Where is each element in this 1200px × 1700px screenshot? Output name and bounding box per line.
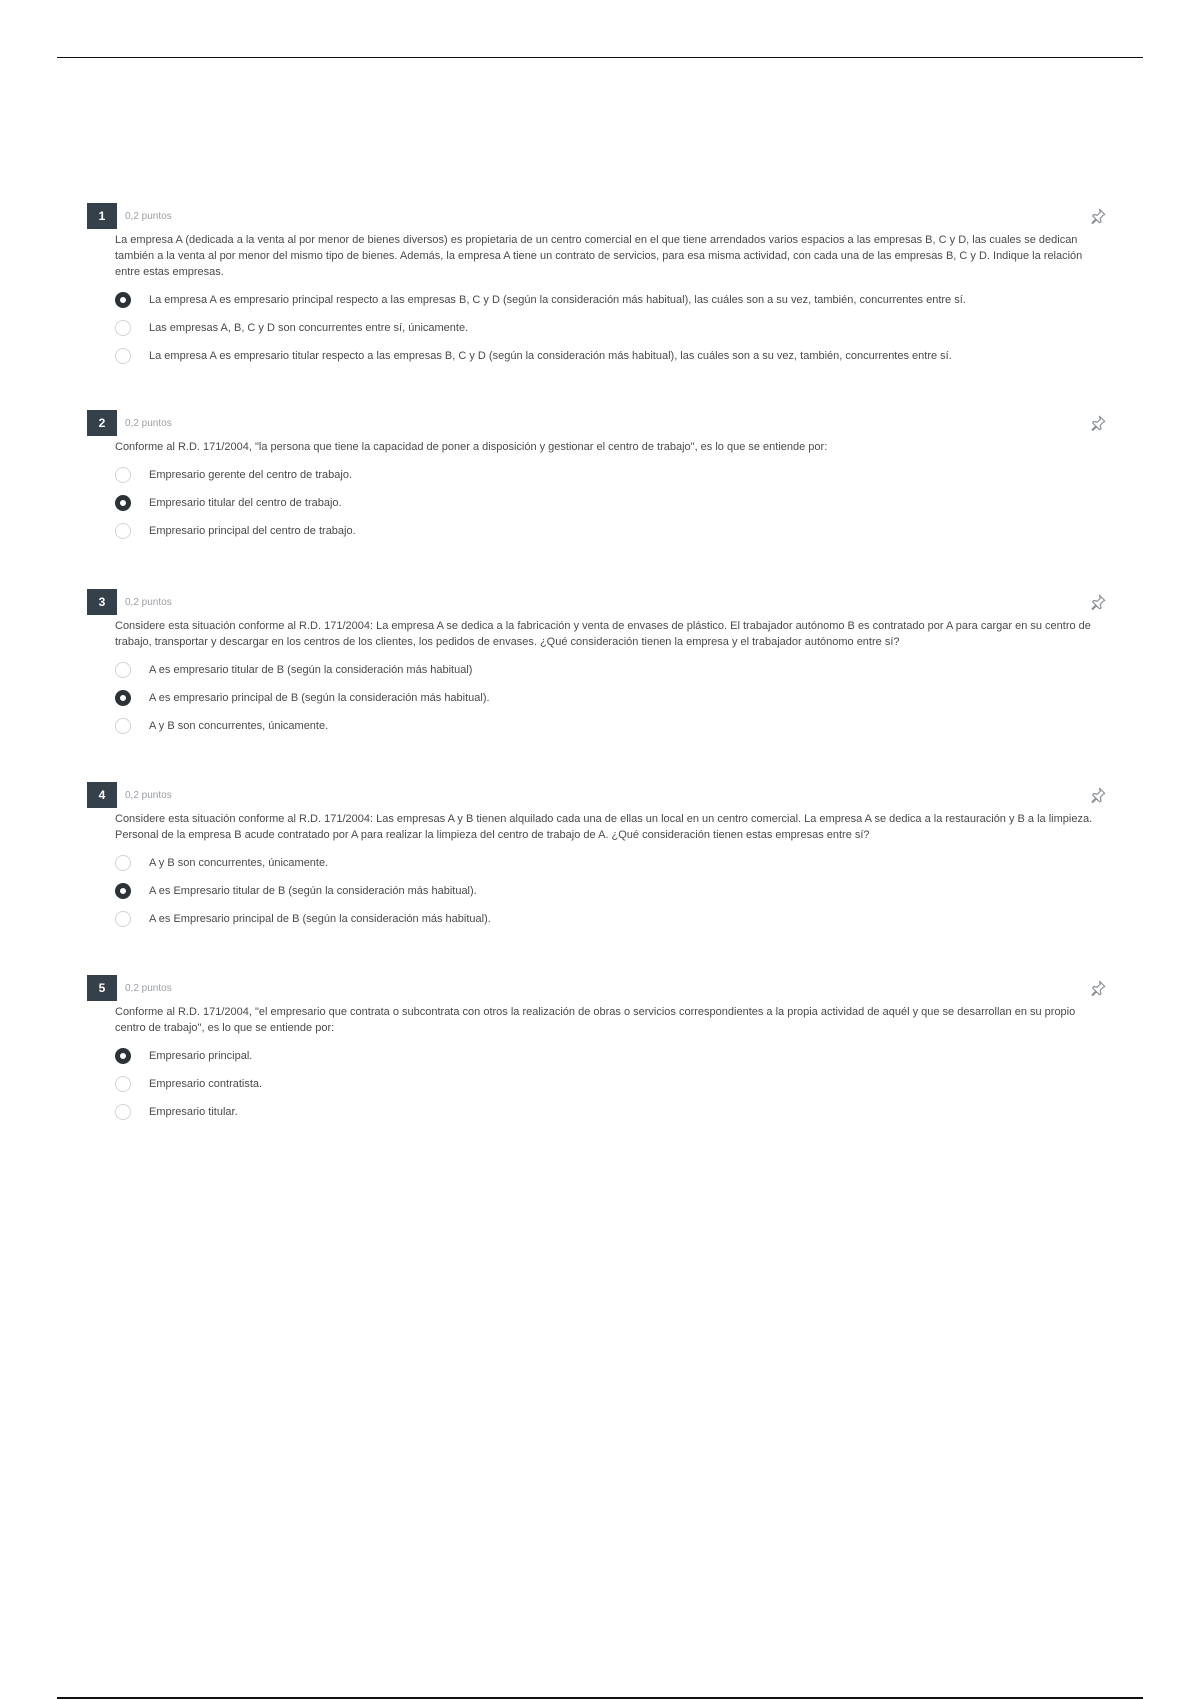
page-top-rule: [57, 57, 1143, 58]
answer-option[interactable]: [115, 314, 1107, 342]
radio-button-selected[interactable]: [115, 292, 131, 308]
answer-option[interactable]: [115, 656, 1107, 684]
question-text: La empresa A (dedicada a la venta al por menor de bienes diversos) es propietaria de un centro comercial en el que tiene arrendados varios espacios a las empresas B, C y D, las cuales se dedican también a la venta al por menor del mismo tipo de bienes. Además, la empresa A tiene un contrato de servicios, para esa misma actividad, con cada una de las empresas B, C y D. Indique la relación entre estas empresas.: [115, 234, 1083, 278]
question-3: [87, 589, 1107, 740]
answer-label: Empresario principal del centro de trabajo.: [149, 525, 356, 537]
answer-label: A es empresario principal de B (según la consideración más habitual).: [149, 692, 490, 704]
answer-options: [115, 1042, 1107, 1126]
question-header: [87, 410, 1107, 436]
answer-label: Empresario titular del centro de trabajo.: [149, 497, 342, 509]
answer-option[interactable]: [115, 905, 1107, 933]
radio-button[interactable]: [115, 718, 131, 734]
answer-label: Empresario contratista.: [149, 1078, 263, 1090]
question-points: 0,2 puntos: [125, 417, 172, 429]
answer-option[interactable]: [115, 712, 1107, 740]
radio-button-selected[interactable]: [115, 495, 131, 511]
question-1: [87, 203, 1107, 370]
answer-option[interactable]: [115, 1042, 1107, 1070]
question-header: [87, 975, 1107, 1001]
answer-label: A es empresario titular de B (según la consideración más habitual): [149, 664, 473, 676]
answer-option[interactable]: [115, 1070, 1107, 1098]
radio-button[interactable]: [115, 1076, 131, 1092]
question-points: 0,2 puntos: [125, 982, 172, 994]
radio-button-selected[interactable]: [115, 1048, 131, 1064]
question-points: 0,2 puntos: [125, 789, 172, 801]
pin-icon[interactable]: [1089, 786, 1107, 804]
radio-button[interactable]: [115, 1104, 131, 1120]
answer-label: La empresa A es empresario principal respecto a las empresas B, C y D (según la consideración más habitual), las cuáles son a su vez, también, concurrentes entre sí.: [149, 294, 966, 306]
answer-label: Empresario principal.: [149, 1050, 253, 1062]
pin-icon[interactable]: [1089, 207, 1107, 225]
answer-label: A y B son concurrentes, únicamente.: [149, 857, 329, 869]
question-2: [87, 410, 1107, 545]
radio-button[interactable]: [115, 320, 131, 336]
answer-option[interactable]: [115, 489, 1107, 517]
question-text: Conforme al R.D. 171/2004, "el empresario que contrata o subcontrata con otros la realización de obras o servicios correspondientes a la propia actividad de aquél y que se desarrollan en su propio centro de trabajo", es lo que se entiende por:: [115, 1006, 1076, 1034]
answer-label: Empresario gerente del centro de trabajo.: [149, 469, 353, 481]
pin-icon[interactable]: [1089, 414, 1107, 432]
answer-label: A es Empresario titular de B (según la consideración más habitual).: [149, 885, 477, 897]
answer-option[interactable]: [115, 286, 1107, 314]
question-header: [87, 782, 1107, 808]
pin-icon[interactable]: [1089, 593, 1107, 611]
answer-option[interactable]: [115, 849, 1107, 877]
radio-button-selected[interactable]: [115, 883, 131, 899]
answer-option[interactable]: [115, 517, 1107, 545]
question-text: Conforme al R.D. 171/2004, "la persona que tiene la capacidad de poner a disposición y gestionar el centro de trabajo", es lo que se entiende por:: [115, 441, 828, 453]
answer-options: [115, 656, 1107, 740]
radio-button-selected[interactable]: [115, 690, 131, 706]
radio-button[interactable]: [115, 467, 131, 483]
answer-option[interactable]: [115, 684, 1107, 712]
answer-label: Empresario titular.: [149, 1106, 238, 1118]
question-number-badge: 3: [87, 589, 117, 615]
question-number-badge: 2: [87, 410, 117, 436]
answer-option[interactable]: [115, 1098, 1107, 1126]
answer-option[interactable]: [115, 877, 1107, 905]
question-text: Considere esta situación conforme al R.D. 171/2004: La empresa A se dedica a la fabricación y venta de envases de plástico. El trabajador autónomo B es contratado por A para cargar en su centro de trabajo, transportar y descargar en los centros de los clientes, los pedidos de envases. ¿Qué consideración tienen la empresa y el trabajador autónomo entre sí?: [115, 620, 1091, 648]
answer-options: [115, 286, 1107, 370]
question-header: [87, 589, 1107, 615]
question-number-badge: 4: [87, 782, 117, 808]
radio-button[interactable]: [115, 662, 131, 678]
question-4: [87, 782, 1107, 933]
question-5: [87, 975, 1107, 1126]
answer-label: A es Empresario principal de B (según la consideración más habitual).: [149, 913, 491, 925]
question-header: [87, 203, 1107, 229]
question-points: 0,2 puntos: [125, 596, 172, 608]
question-number-badge: 1: [87, 203, 117, 229]
answer-option[interactable]: [115, 342, 1107, 370]
question-text: Considere esta situación conforme al R.D. 171/2004: Las empresas A y B tienen alquilado cada una de ellas un local en un centro comercial. La empresa A se dedica a la restauración y B a la limpieza. Personal de la empresa B acude contratado por A para realizar la limpieza del centro de trabajo de A. ¿Qué consideración tienen estas empresas entre sí?: [115, 813, 1093, 841]
question-points: 0,2 puntos: [125, 210, 172, 222]
radio-button[interactable]: [115, 348, 131, 364]
radio-button[interactable]: [115, 911, 131, 927]
radio-button[interactable]: [115, 523, 131, 539]
answer-label: La empresa A es empresario titular respecto a las empresas B, C y D (según la consideración más habitual), las cuáles son a su vez, también, concurrentes entre sí.: [149, 350, 952, 362]
pin-icon[interactable]: [1089, 979, 1107, 997]
quiz-list: [87, 203, 1107, 1169]
page-bottom-rule: [57, 1697, 1143, 1699]
answer-label: Las empresas A, B, C y D son concurrentes entre sí, únicamente.: [149, 322, 469, 334]
answer-label: A y B son concurrentes, únicamente.: [149, 720, 329, 732]
answer-options: [115, 849, 1107, 933]
radio-button[interactable]: [115, 855, 131, 871]
question-number-badge: 5: [87, 975, 117, 1001]
answer-options: [115, 461, 1107, 545]
answer-option[interactable]: [115, 461, 1107, 489]
